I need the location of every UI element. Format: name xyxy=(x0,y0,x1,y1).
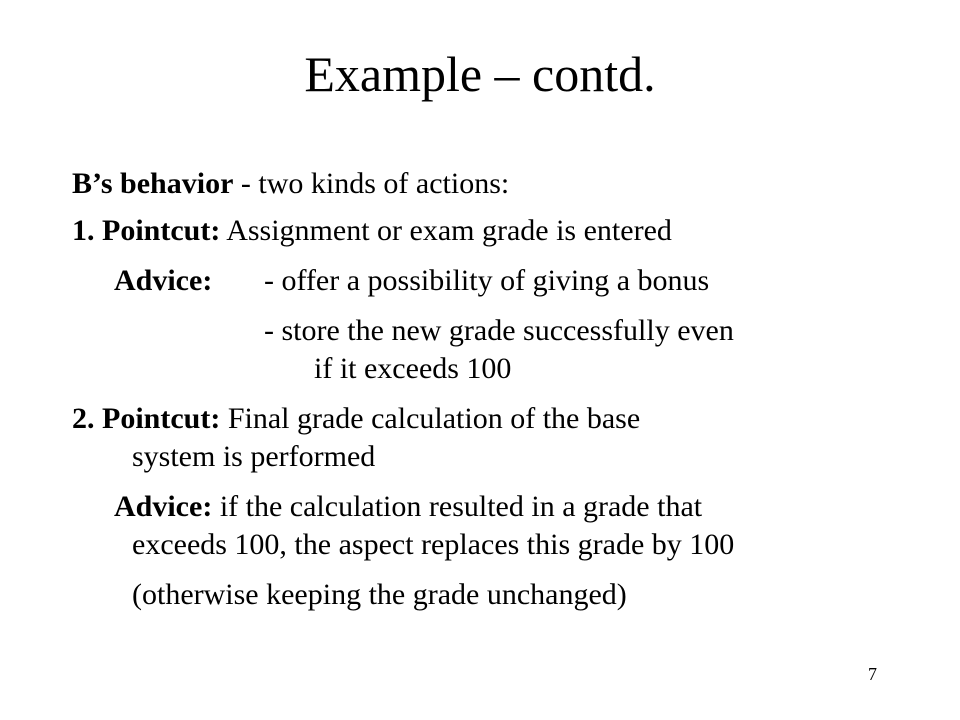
behavior-label: B’s behavior xyxy=(72,167,234,200)
behavior-text: - two kinds of actions: xyxy=(233,167,510,200)
pointcut2-label: 2. Pointcut: xyxy=(72,402,221,435)
pointcut1-advice-item1: - offer a possibility of giving a bonus xyxy=(264,264,710,297)
pointcut2-text-line2: system is performed xyxy=(132,440,376,473)
pointcut2-text-line1: Final grade calculation of the base xyxy=(227,402,641,435)
pointcut2-advice-label: Advice: xyxy=(114,490,213,523)
pointcut1-advice-label xyxy=(114,264,212,298)
pointcut1-advice-item2-line1: - store the new grade successfully even xyxy=(264,314,734,347)
pointcut2-line1 xyxy=(72,402,640,436)
pointcut1-text: Assignment or exam grade is entered xyxy=(226,214,672,247)
pointcut2-advice-line3: (otherwise keeping the grade unchanged) xyxy=(132,578,627,611)
pointcut1-label: 1. Pointcut: xyxy=(72,214,221,247)
advice-label-text: Advice: xyxy=(114,264,213,297)
pointcut1-advice-item2-line2: if it exceeds 100 xyxy=(314,352,512,385)
pointcut2-advice-text-line1: if the calculation resulted in a grade that xyxy=(219,490,703,523)
behavior-line xyxy=(72,167,509,201)
pointcut2-advice-line2: exceeds 100, the aspect replaces this grade by 100 xyxy=(132,528,735,561)
slide-title: Example – contd. xyxy=(304,46,656,102)
pointcut1-line xyxy=(72,214,672,248)
page-number: 7 xyxy=(868,664,877,684)
pointcut2-advice-line1 xyxy=(114,490,702,524)
